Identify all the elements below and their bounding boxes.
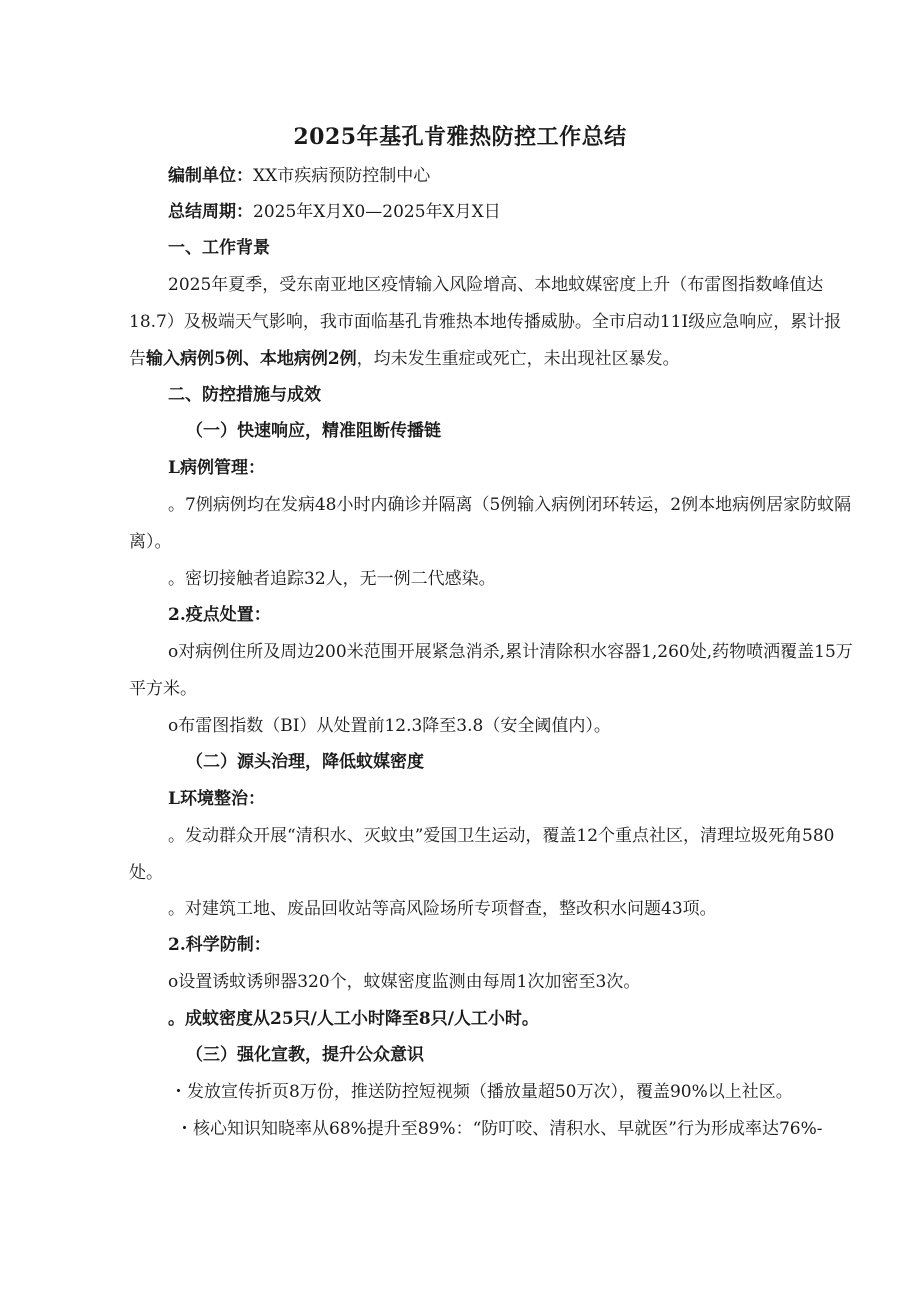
background-text-prefix: 告 xyxy=(129,349,146,369)
list-item-continuation: 处。 xyxy=(129,863,163,883)
list-item: o对病例住所及周边200米范围开展紧急消杀,累计清除积水容器1,260处,药物喷洒覆盖15万 xyxy=(168,642,853,662)
list-item: 。发动群众开展“清积水、灭蚊虫”爱国卫生运动，覆盖12个重点社区，清理垃圾死角580 xyxy=(168,826,835,846)
background-text-line xyxy=(129,347,680,371)
section-heading-measures: 二、防控措施与成效 xyxy=(168,385,321,405)
background-case-count: 输入病例5例、本地病例2例 xyxy=(146,349,357,369)
list-item: 。成蚊密度从25只/人工小时降至8只/人工小时。 xyxy=(168,1009,539,1029)
summary-period-value: 2025年X月X0—2025年X月X日 xyxy=(253,202,501,222)
list-item: o设置诱蚊诱卵器320个，蚊媒密度监测由每周1次加密至3次。 xyxy=(168,972,641,992)
item-heading-environment: L环境整治： xyxy=(168,789,265,809)
list-item: 。密切接触者追踪32人，无一例二代感染。 xyxy=(168,569,496,589)
summary-period xyxy=(168,200,501,224)
background-text-suffix: ，均未发生重症或死亡，未出现社区暴发。 xyxy=(356,349,680,369)
list-item-continuation: 平方米。 xyxy=(129,679,197,699)
subsection-heading-rapid-response: （一）快速响应，精准阻断传播链 xyxy=(186,421,441,441)
list-item: ・发放宣传折页8万份，推送防控短视频（播放量超50万次），覆盖90%以上社区。 xyxy=(170,1082,793,1102)
item-heading-scientific-control: 2.科学防制： xyxy=(168,935,271,955)
background-text-line: 18.7）及极端天气影响，我市面临基孔肯雅热本地传播威胁。全市启动11I级应急响应，累计报 xyxy=(129,312,842,332)
compiling-unit-label: 编制单位： xyxy=(168,166,253,186)
item-heading-case-management: L病例管理： xyxy=(168,458,265,478)
list-item-continuation: 离）。 xyxy=(129,532,172,552)
list-item: ・核心知识知晓率从68%提升至89%：“防叮咬、清积水、早就医”行为形成率达76%- xyxy=(176,1119,823,1139)
subsection-heading-source-control: （二）源头治理，降低蚊媒密度 xyxy=(186,752,424,772)
section-heading-background: 一、工作背景 xyxy=(168,238,270,258)
summary-period-label: 总结周期： xyxy=(168,202,253,222)
compiling-unit xyxy=(168,164,430,188)
subsection-heading-education: （三）强化宣教，提升公众意识 xyxy=(186,1045,424,1065)
list-item: 。对建筑工地、废品回收站等高风险场所专项督查，整改积水问题43项。 xyxy=(168,899,717,919)
list-item: 。7例病例均在发病48小时内确诊并隔离（5例输入病例闭环转运，2例本地病例居家防蚊隔 xyxy=(168,495,852,515)
document-title: 2025年基孔肯雅热防控工作总结 xyxy=(293,124,627,150)
item-heading-epi-site: 2.疫点处置： xyxy=(168,605,271,625)
list-item: o布雷图指数（BI）从处置前12.3降至3.8（安全阈值内）。 xyxy=(168,716,611,736)
background-text-line: 2025年夏季，受东南亚地区疫情输入风险增高、本地蚊媒密度上升（布雷图指数峰值达 xyxy=(168,275,824,295)
compiling-unit-value: XX市疾病预防控制中心 xyxy=(253,166,431,186)
